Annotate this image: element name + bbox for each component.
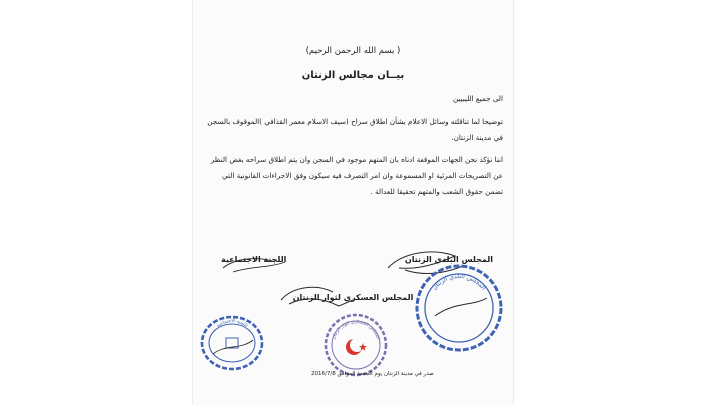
basmala: ( بسم الله الرحمن الرحيم) [305, 46, 401, 56]
social-committee-seal [199, 314, 265, 372]
paragraph-clarification: توضيحا لما تناقلته وسائل الاعلام بشأن اطلاق سراح (سيف الاسلام معمر القذافي )الموقوف بالسجن في مدينة الزنتان. [207, 117, 503, 142]
svg-text:المجلس العسكري لثوار الزنتان [332, 319, 381, 340]
military-seal-text: المجلس العسكري لثوار الزنتان [331, 319, 381, 341]
military-council-seal [323, 312, 389, 378]
svg-text:اللجنة الاجتماعية [216, 319, 248, 329]
signatory-military-council: المجلس العسكري لثوار الزنتان [292, 293, 414, 302]
greeting: الى جميع الليبيين [452, 94, 503, 103]
paragraph-statement: اننا نؤكد نحن الجهات الموقعة ادناه بان المتهم موجود في السجن وان يتم اطلاق سراحه بغض النظر عن التصريحات المرئية او المسموعة وان امر التصرف فيه سيكون وفق الاجراءات القانونية التي تضمن حقوق الشعب والمتهم تحقيقا للعدالة . [210, 155, 503, 196]
municipal-seal-text: المجلس البلدي الزنتان [430, 272, 488, 292]
signatory-municipal-council: المجلس البلدي الزنتان [404, 255, 493, 264]
document-title: بيــان مجالس الزنتان [301, 70, 405, 81]
issue-date-footer: صدر في مدينة الزنتان يوم الجمعة الموافق 2016/7/8 [311, 371, 434, 377]
municipal-council-seal [413, 262, 505, 354]
svg-text:المجلس البلدي الزنتان [431, 273, 487, 292]
document-page [193, 0, 513, 405]
social-seal-text: اللجنة الاجتماعية [216, 318, 249, 329]
signatory-social-committee: اللجنة الاجتماعية [221, 255, 287, 264]
